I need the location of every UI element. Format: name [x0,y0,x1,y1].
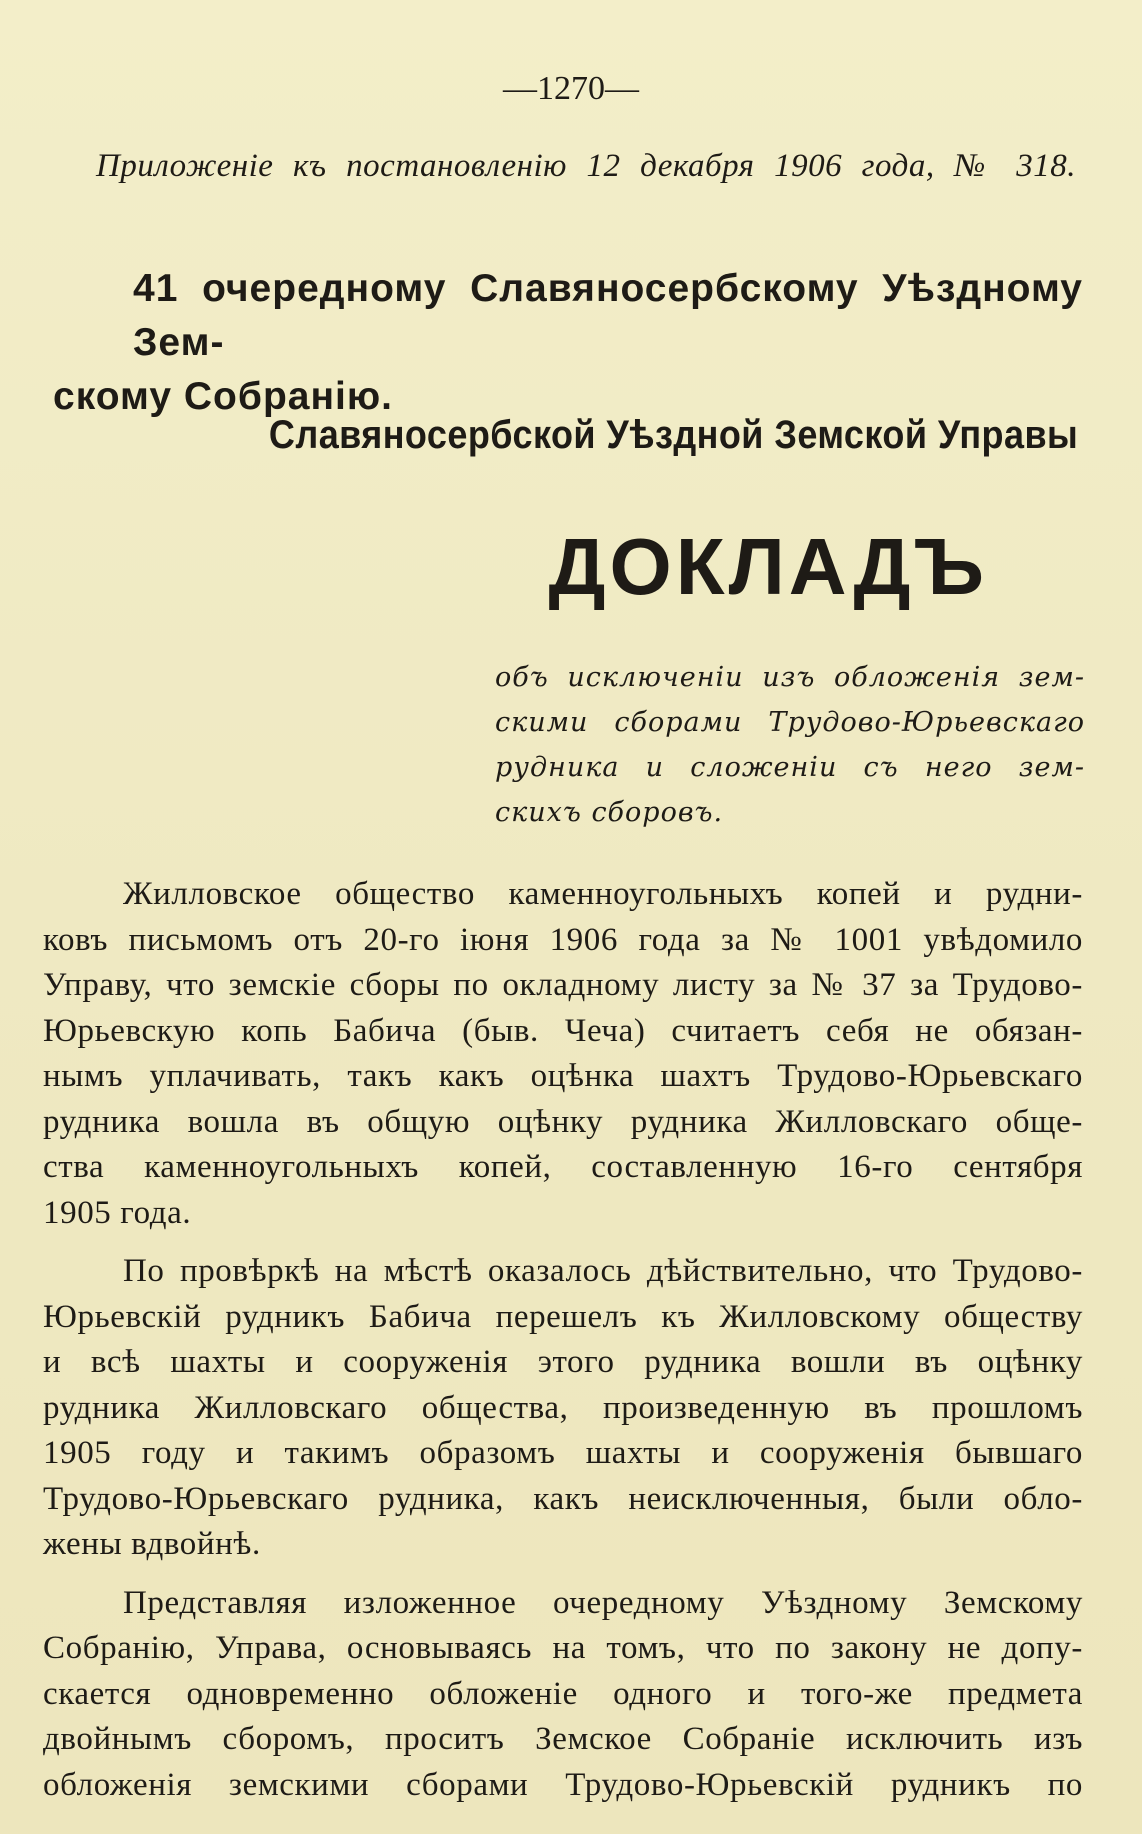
heading-line-2: скому Собранію. [53,375,393,418]
body-line: Жилловское общество каменноугольныхъ копей и рудни- [123,876,1083,912]
report-subject [495,655,1085,835]
uprava-title: Славяносербской Уѣздной Земской Управы [268,413,1078,457]
appendix-note: Приложеніе къ постановленію 12 декабря 1906 года, № 318. [96,148,1076,184]
body-line: Юрьевскій рудникъ Бабича перешелъ къ Жилловскому обществу [43,1298,1083,1335]
body-line: рудника вошла въ общую оцѣнку рудника Жилловскаго обще- [43,1103,1083,1140]
body-line: 1905 году и такимъ образомъ шахты и сооруженія бывшаго [43,1435,1083,1471]
page-number: —1270— [503,70,639,107]
doklad-title: ДОКЛАДЪ [548,522,988,611]
paragraph-2 [43,1249,1083,1568]
paragraph-3 [43,1581,1083,1809]
body-line: Юрьевскую копь Бабича (быв. Чеча) считаетъ себя не обязан- [43,1012,1083,1049]
body-line: ковъ письмомъ отъ 20-го іюня 1906 года за № 1001 увѣдомило [43,921,1083,958]
heading-line-1: 41 очередному Славяносербскому Уѣздному Зем- [133,267,1083,364]
body-line: двойнымъ сборомъ, проситъ Земское Собраніе исключить изъ [43,1721,1083,1757]
body-line: ства каменноугольныхъ копей, составленную 16-го сентября [43,1149,1083,1185]
body-line: нымъ уплачивать, такъ какъ оцѣнка шахтъ Трудово-Юрьевскаго [43,1058,1083,1094]
body-line: Представляя изложенное очередному Уѣздному Земскому [123,1584,1083,1621]
body-line: рудника Жилловскаго общества, произведенную въ прошломъ [43,1389,1083,1426]
body-line: обложенія земскими сборами Трудово-Юрьевскій рудникъ по [43,1766,1083,1803]
subject-line: скими сборами Трудово-Юрьевскаго [495,707,1085,738]
assembly-heading [53,262,1083,424]
body-line: 1905 года. [43,1194,192,1231]
body-line: Управу, что земскіе сборы по окладному листу за № 37 за Трудово- [43,967,1083,1003]
body-line: жены вдвойнѣ. [43,1526,261,1562]
subject-line: объ исключеніи изъ обложенія зем- [495,662,1085,693]
body-line: Трудово-Юрьевскаго рудника, какъ неисключенныя, были обло- [43,1480,1083,1517]
report-body [43,872,1083,1821]
body-line: и всѣ шахты и сооруженія этого рудника вошли въ оцѣнку [43,1344,1083,1380]
subject-line: рудника и сложеніи съ него зем- [495,752,1085,783]
subject-line: скихъ сборовъ. [495,797,724,828]
body-line: скается одновременно обложеніе одного и того-же предмета [43,1675,1083,1712]
body-line: Собранію, Управа, основываясь на томъ, что по закону не допу- [43,1630,1083,1666]
paragraph-1 [43,872,1083,1236]
body-line: По провѣркѣ на мѣстѣ оказалось дѣйствительно, что Трудово- [123,1253,1083,1289]
